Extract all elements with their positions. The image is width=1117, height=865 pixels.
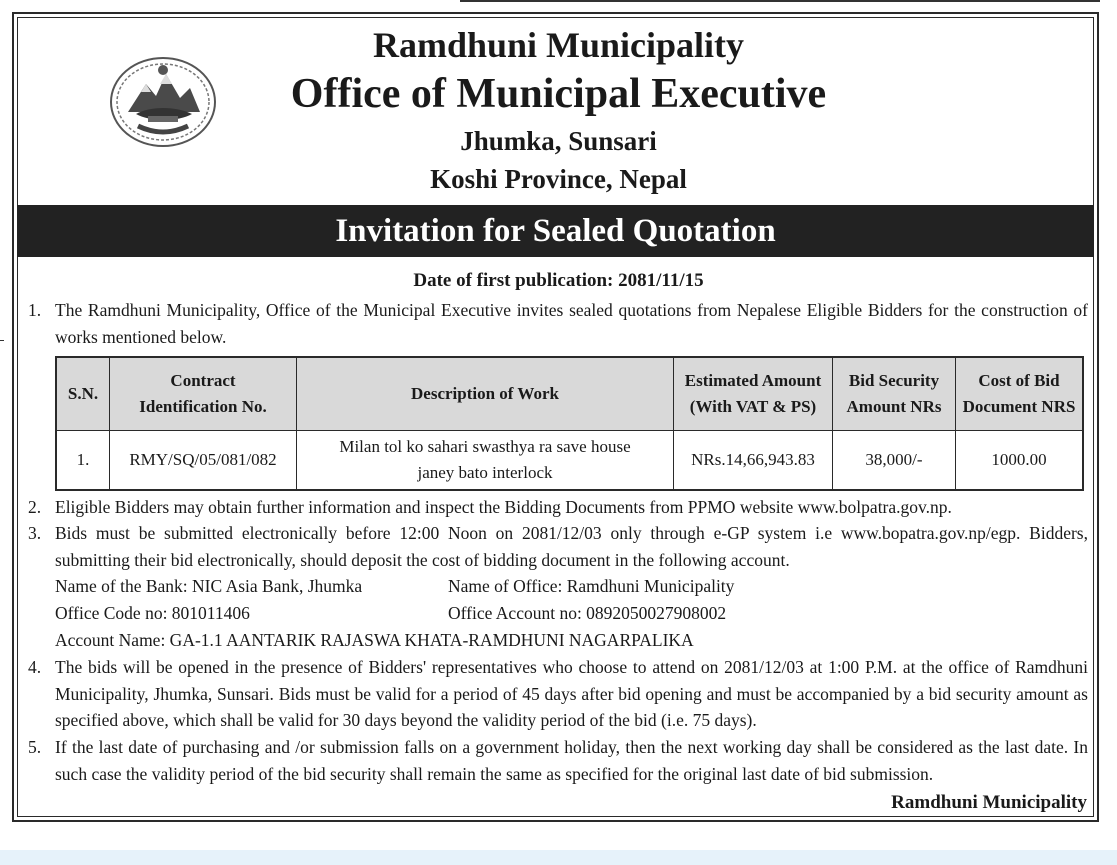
works-table [55,356,1084,491]
notice-banner: Invitation for Sealed Quotation [17,205,1094,257]
office-code: Office Code no: 801011406 [55,603,250,623]
address-line-1: Jhumka, Sunsari [460,126,657,156]
header-cost-line2: Document NRS [962,397,1076,416]
cell-amount: NRs.14,66,943.83 [674,431,833,491]
clause-3 [28,520,1088,573]
clause-text: Bids must be submitted electronically before 12:00 Noon on 2081/12/03 only through e-GP system i.e www.bopatra.gov.np/egp. Bidders, submitting their bid electronically, should deposit the cost of bidding document in the following account. [55,523,1088,570]
account-name: Account Name: GA-1.1 AANTARIK RAJASWA KHATA-RAMDHUNI NAGARPALIKA [55,630,694,650]
clause-4 [28,654,1088,734]
header-security-line1: Bid Security [848,371,940,390]
clause-number: 3. [28,523,42,543]
header-security-line2: Amount NRs [846,397,942,416]
clause-number: 5. [28,737,42,757]
cell-description [297,431,674,491]
header-sn: S.N. [56,357,110,431]
left-tick [0,340,4,341]
header-contract-line2: Identification No. [139,397,267,416]
table-header-row [56,357,1083,431]
office-title: Office of Municipal Executive [290,71,827,117]
header-cost [956,357,1084,431]
office-account: Office Account no: 0892050027908002 [448,603,727,623]
header-description: Description of Work [297,357,674,431]
clause-text: Eligible Bidders may obtain further information and inspect the Bidding Documents from PPMO website www.bolpatra.gov.np. [55,497,952,517]
clause-number: 4. [28,657,42,677]
cell-description-line1: Milan tol ko sahari swasthya ra save house [339,437,631,456]
bank-name: Name of the Bank: NIC Asia Bank, Jhumka [55,576,363,596]
org-name: Ramdhuni Municipality [372,25,745,65]
cell-sn: 1. [56,431,110,491]
header-contract [110,357,297,431]
cell-cost: 1000.00 [956,431,1084,491]
cell-description-line2: janey bato interlock [417,463,553,482]
address-line-2: Koshi Province, Nepal [430,164,687,194]
clause-2 [28,494,1088,521]
signature: Ramdhuni Municipality [891,792,1087,813]
clause-text: If the last date of purchasing and /or submission falls on a government holiday, then the next working day shall be considered as the last date. In such case the validity period of the bid security shall remain the same as specified for the original last date of bid submission. [55,737,1088,784]
header-cost-line1: Cost of Bid [978,371,1060,390]
header-contract-line1: Contract [170,371,236,390]
clause-text: The bids will be opened in the presence of Bidders' representatives who choose to attend on 2081/12/03 at 1:00 P.M. at the office of Ramdhuni Municipality, Jhumka, Sunsari. Bids must be valid for a period of 45 days after bid opening and must be accompanied by a bid security amount as specified above, which shall be valid for 30 days beyond the validity period of the bid (i.e. 75 days). [55,657,1088,730]
header-amount-line1: Estimated Amount [684,371,822,390]
top-rule [460,0,1100,2]
header-amount [674,357,833,431]
table-row [56,431,1083,491]
header-amount-line2: (With VAT & PS) [689,397,817,416]
header-security [833,357,956,431]
cell-security: 38,000/- [833,431,956,491]
office-name: Name of Office: Ramdhuni Municipality [448,576,735,596]
clause-5 [28,734,1088,787]
cell-contract: RMY/SQ/05/081/082 [110,431,297,491]
clause-text: The Ramdhuni Municipality, Office of the Municipal Executive invites sealed quotations from Nepalese Eligible Bidders for the construction of works mentioned below. [55,300,1088,347]
clause-1 [28,297,1088,350]
page-bottom-strip [0,850,1117,865]
clause-number: 1. [28,300,42,320]
clause-number: 2. [28,497,42,517]
publication-date: Date of first publication: 2081/11/15 [413,270,704,291]
